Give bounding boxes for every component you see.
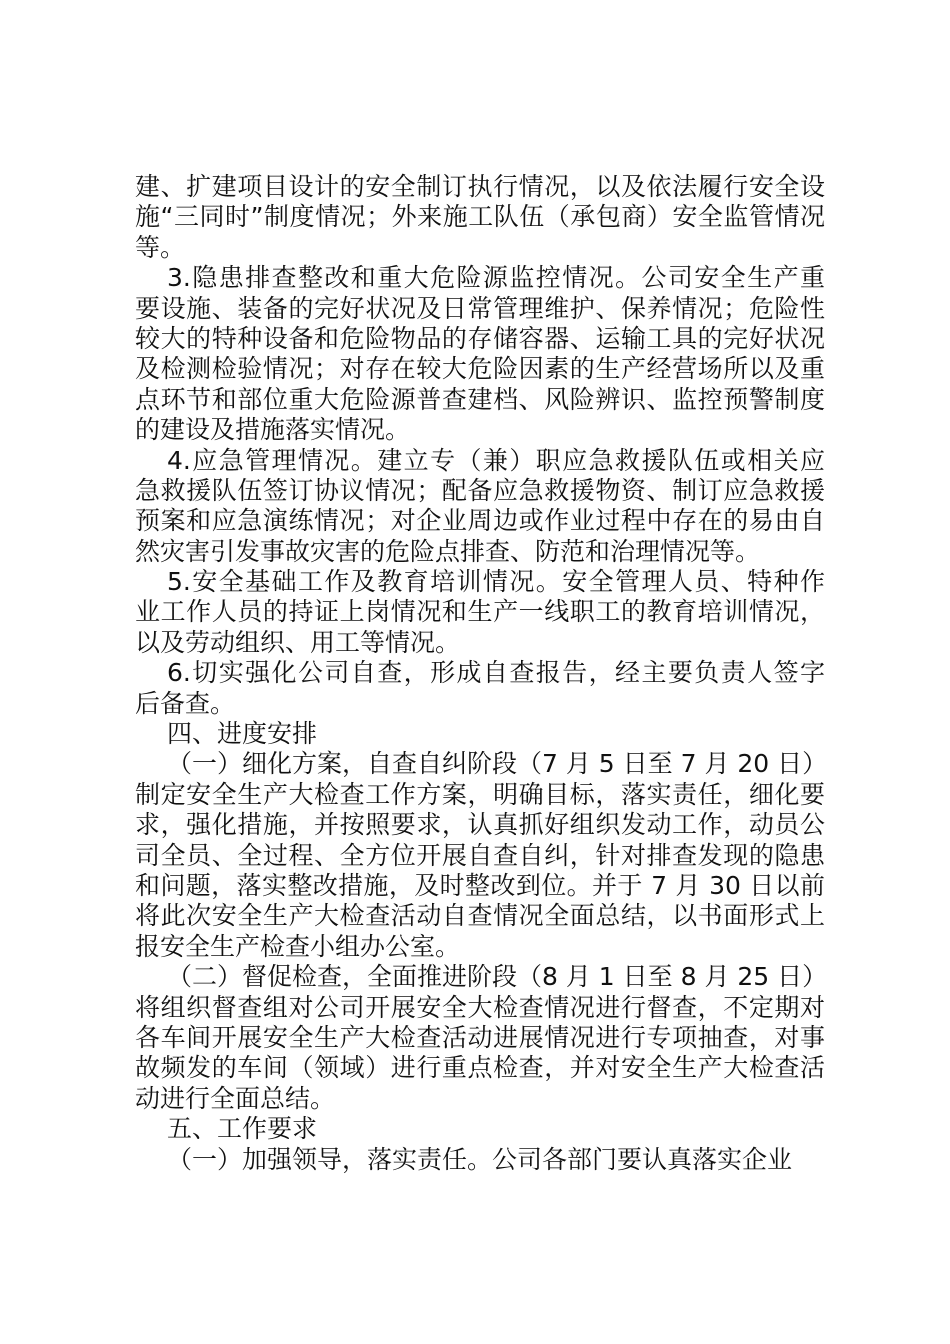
text-line: 求，强化措施，并按照要求，认真抓好组织发动工作，动员公 <box>135 810 825 840</box>
text-line: 制定安全生产大检查工作方案，明确目标，落实责任，细化要 <box>135 779 825 809</box>
text-line: 后备查。 <box>135 688 236 718</box>
text-line: 3.隐患排查整改和重大危险源监控情况。公司安全生产重 <box>167 263 825 293</box>
text-line: 和问题，落实整改措施，及时整改到位。并于 7 月 30 日以前 <box>135 870 825 900</box>
document-body <box>135 172 828 1175</box>
text-line: 的建设及措施落实情况。 <box>135 415 411 445</box>
text-line: 将此次安全生产大检查活动自查情况全面总结，以书面形式上 <box>135 901 825 931</box>
text-line: 将组织督查组对公司开展安全大检查情况进行督查，不定期对 <box>135 992 825 1022</box>
text-line: 以及劳动组织、用工等情况。 <box>135 627 461 657</box>
text-line: 5.安全基础工作及教育培训情况。安全管理人员、特种作 <box>167 567 825 597</box>
text-line: 急救援队伍签订协议情况；配备应急救援物资、制订应急救援 <box>135 475 825 505</box>
text-line: 动进行全面总结。 <box>135 1083 336 1113</box>
text-line: 四、进度安排 <box>167 719 318 749</box>
text-line: （二）督促检查，全面推进阶段（8 月 1 日至 8 月 25 日） <box>167 962 828 992</box>
text-line: 然灾害引发事故灾害的危险点排查、防范和治理情况等。 <box>135 536 761 566</box>
text-line: 4.应急管理情况。建立专（兼）职应急救援队伍或相关应 <box>167 445 825 475</box>
text-line: 要设施、装备的完好状况及日常管理维护、保养情况；危险性 <box>135 293 825 323</box>
text-line: 故频发的车间（领域）进行重点检查，并对安全生产大检查活 <box>135 1053 825 1083</box>
text-line: 各车间开展安全生产大检查活动进展情况进行专项抽查，对事 <box>135 1022 825 1052</box>
text-line: 预案和应急演练情况；对企业周边或作业过程中存在的易由自 <box>135 506 825 536</box>
text-line: 等。 <box>135 232 186 262</box>
text-line: 司全员、全过程、全方位开展自查自纠，针对排查发现的隐患 <box>135 840 825 870</box>
text-line: （一）细化方案，自查自纠阶段（7 月 5 日至 7 月 20 日） <box>167 749 828 779</box>
text-line: 报安全生产检查小组办公室。 <box>135 931 461 961</box>
text-line: 及检测检验情况；对存在较大危险因素的生产经营场所以及重 <box>135 354 825 384</box>
text-line: 6.切实强化公司自查，形成自查报告，经主要负责人签字 <box>167 658 825 688</box>
text-line: 较大的特种设备和危险物品的存储容器、运输工具的完好状况 <box>135 323 825 353</box>
text-line: （一）加强领导，落实责任。公司各部门要认真落实企业 <box>167 1144 793 1174</box>
text-line: 施“三同时”制度情况；外来施工队伍（承包商）安全监管情况 <box>135 202 825 232</box>
text-line: 点环节和部位重大危险源普查建档、风险辨识、监控预警制度 <box>135 384 825 414</box>
text-line: 建、扩建项目设计的安全制订执行情况，以及依法履行安全设 <box>135 172 825 201</box>
text-line: 业工作人员的持证上岗情况和生产一线职工的教育培训情况， <box>135 597 825 627</box>
text-line: 五、工作要求 <box>167 1114 318 1144</box>
